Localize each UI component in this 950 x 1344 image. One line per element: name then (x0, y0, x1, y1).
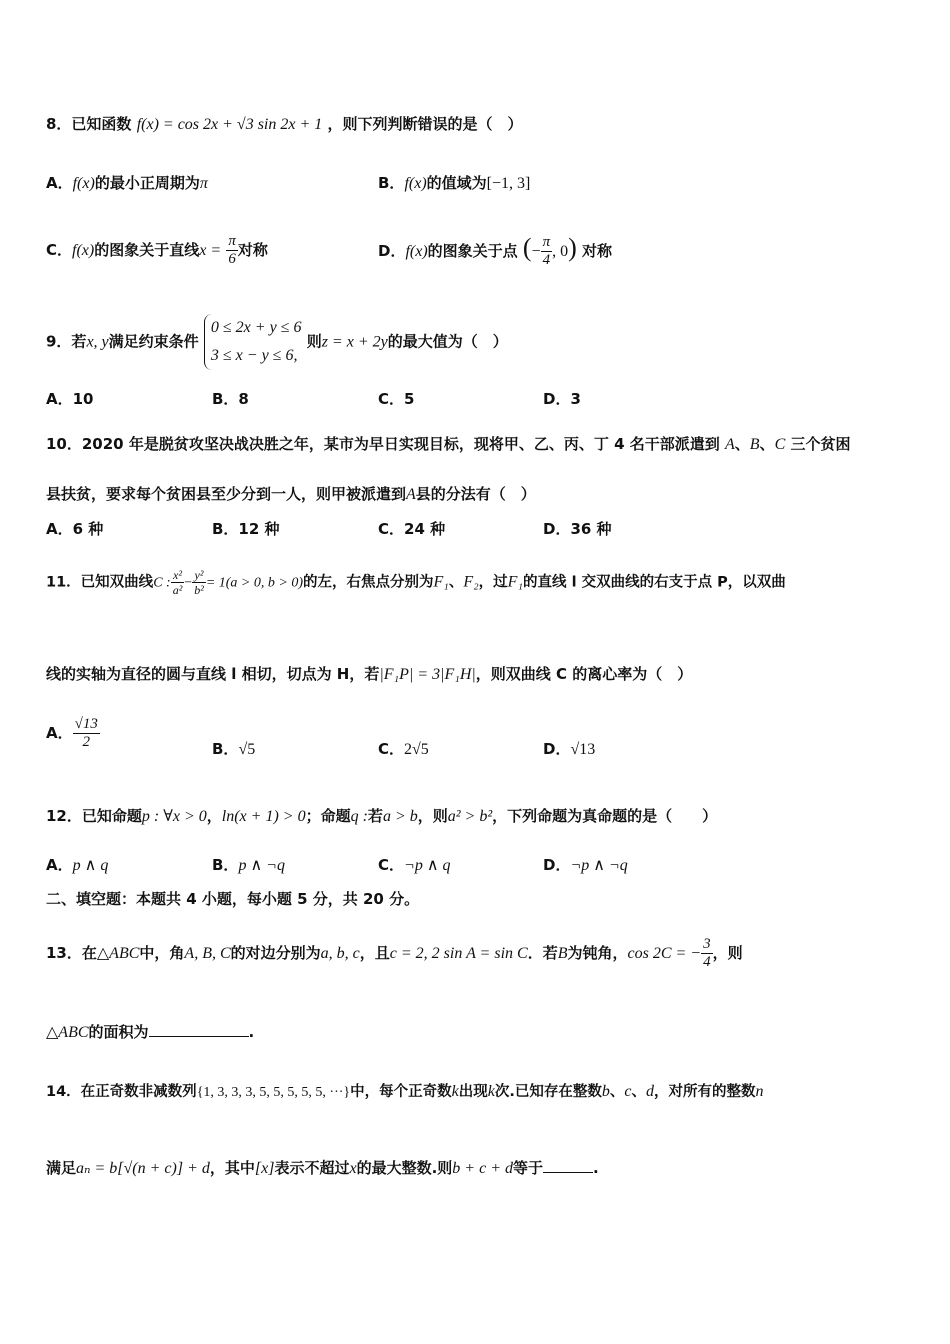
q13-answer-blank[interactable] (149, 1022, 249, 1037)
q11-option-a[interactable]: A． $\frac{√13}{2}$ (46, 716, 98, 750)
q12-option-c[interactable]: C．¬p ∧ q (378, 856, 451, 874)
q8-d-fraction: $\frac{\pi}{4}$ (542, 234, 551, 268)
q8-option-c[interactable]: C．f(x)的图象关于直线x = $\frac{\pi}{6}$ 对称 (46, 233, 268, 267)
q11-option-c[interactable]: C．2√5 (378, 740, 429, 758)
q8-option-d[interactable]: D．f(x)的图象关于点 (− $\frac{\pi}{4}$ , 0) 对称 (378, 233, 613, 268)
q13-stem-line2: △ABC的面积为 . (46, 1023, 255, 1041)
q10-option-b[interactable]: B．12 种 (212, 520, 280, 538)
q11-stem-line2: 线的实轴为直径的圆与直线 l 相切，切点为 H，若|F₁P| = 3|F₁H|，则双曲线 C 的离心率为（ ） (46, 665, 693, 683)
section-2-heading: 二、填空题：本题共 4 小题，每小题 5 分，共 20 分。 (46, 890, 420, 908)
q8-stem: 8．已知函数 f(x) = cos 2x + √3 sin 2x + 1 ，则下列判断错误的是（ ） (46, 115, 523, 133)
q10-option-c[interactable]: C．24 种 (378, 520, 446, 538)
q9-option-d[interactable]: D．3 (543, 390, 581, 408)
q14-answer-blank[interactable] (543, 1158, 593, 1173)
q13-stem-line1: 13．在△ABC中，角A, B, C的对边分别为a, b, c，且c = 2, 2 sin A = sin C．若B为钝角，cos 2C = − $\frac{3}{4}$ ，则 (46, 936, 743, 970)
q14-stem-line1: 14．在正奇数非减数列{1, 3, 3, 3, 5, 5, 5, 5, 5, ···}中，每个正奇数k出现k次.已知存在整数b、c、d，对所有的整数n (46, 1083, 764, 1100)
q8-option-a[interactable]: A．f(x)的最小正周期为π (46, 174, 208, 192)
q12-option-d[interactable]: D．¬p ∧ ¬q (543, 856, 628, 874)
q14-stem-line2: 满足aₙ = b[√(n + c)] + d，其中[x]表示不超过x的最大整数.则b + c + d等于 . (46, 1159, 599, 1177)
q10-option-a[interactable]: A．6 种 (46, 520, 104, 538)
q9-option-b[interactable]: B．8 (212, 390, 249, 408)
q11-option-d[interactable]: D．√13 (543, 740, 596, 758)
q10-option-d[interactable]: D．36 种 (543, 520, 612, 538)
q11-option-b[interactable]: B．√5 (212, 740, 256, 758)
q12-stem: 12．已知命题p : ∀x > 0，ln(x + 1) > 0；命题q :若a > b，则a² > b²，下列命题为真命题的是（ ） (46, 807, 718, 825)
q8-option-b[interactable]: B．f(x)的值域为[−1, 3] (378, 174, 531, 192)
q11-stem-line1: 11．已知双曲线C : $\frac{\text{x²}}{\text{a²}}$ − $\frac{\text{y²}}{\text{b²}}$ = 1(a > 0, b > 0)的左，右焦点分别为F₁、F₂，过F₁的直线 l 交双曲线的右支于点 P，以双曲 (46, 568, 786, 597)
q12-option-b[interactable]: B．p ∧ ¬q (212, 856, 285, 874)
q12-option-a[interactable]: A．p ∧ q (46, 856, 109, 874)
q9-constraints: 0 ≤ 2x + y ≤ 6 3 ≤ x − y ≤ 6, (204, 314, 302, 370)
q8-formula: f(x) = cos 2x + √3 sin 2x + 1 (136, 116, 323, 133)
q9-option-a[interactable]: A．10 (46, 390, 94, 408)
q9-stem: 9．若x, y满足约束条件 0 ≤ 2x + y ≤ 6 3 ≤ x − y ≤ 6, 则z = x + 2y的最大值为（ ） (46, 314, 508, 370)
q9-option-c[interactable]: C．5 (378, 390, 415, 408)
q10-stem-line2: 县扶贫，要求每个贫困县至少分到一人，则甲被派遣到A县的分法有（ ） (46, 485, 536, 503)
q10-stem-line1: 10．2020 年是脱贫攻坚决战决胜之年，某市为早日实现目标，现将甲、乙、丙、丁 4 名干部派遣到 A、B、C 三个贫困 (46, 435, 851, 453)
q8-c-fraction: $\frac{\pi}{6}$ (228, 233, 236, 267)
